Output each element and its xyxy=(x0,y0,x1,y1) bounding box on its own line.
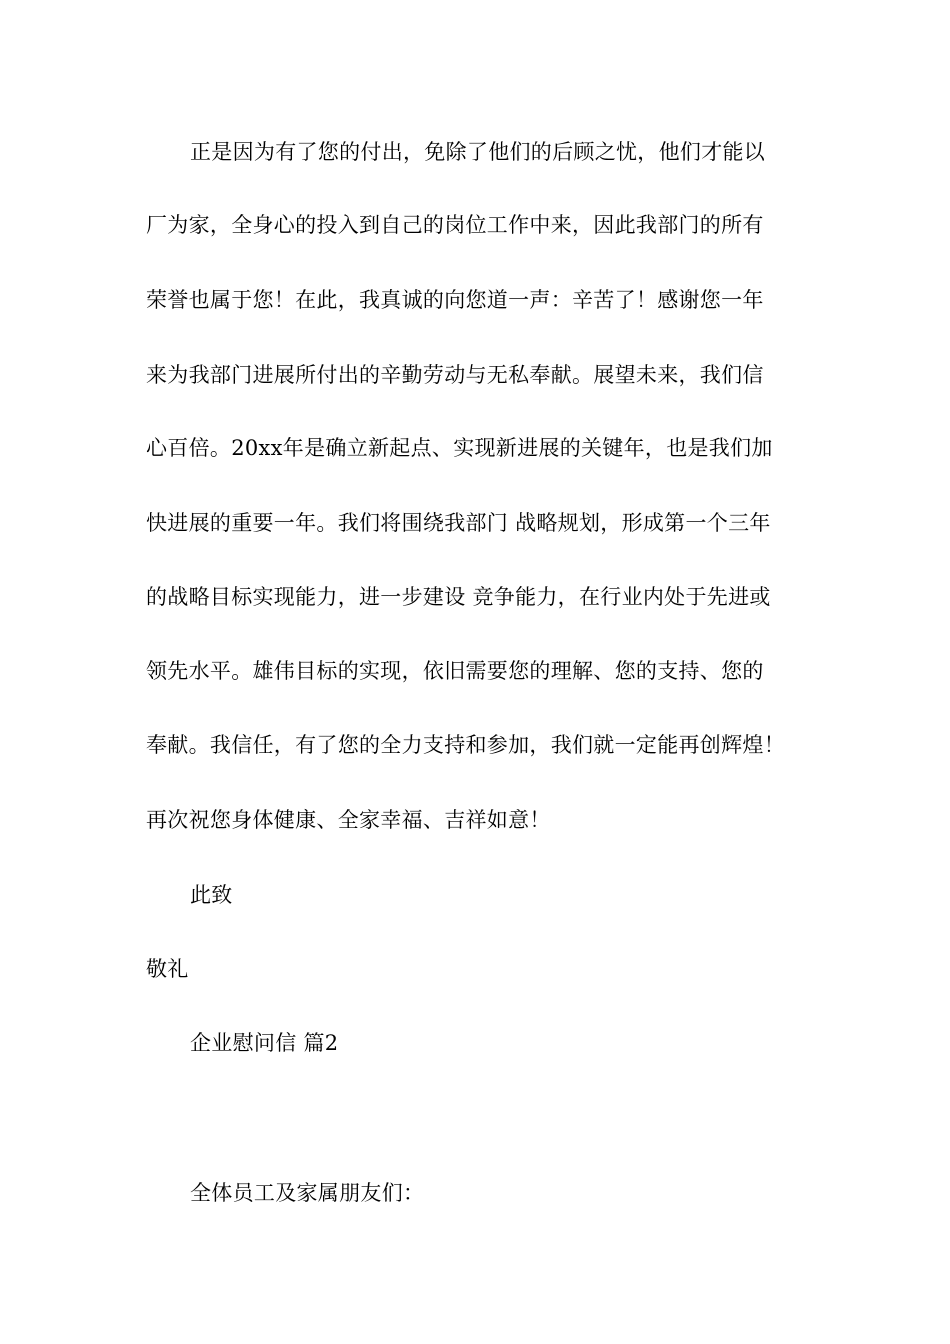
paragraph-line-3: 荣誉也属于您！在此，我真诚的向您道一声：辛苦了！感谢您一年 xyxy=(146,288,764,312)
paragraph-line-9: 奉献。我信任，有了您的全力支持和参加，我们就一定能再创辉煌！ xyxy=(146,733,785,757)
paragraph-line-1: 正是因为有了您的付出，免除了他们的后顾之忧，他们才能以 xyxy=(190,140,766,164)
paragraph-line-5: 心百倍。20xx年是确立新起点、实现新进展的关键年，也是我们加 xyxy=(146,436,773,460)
paragraph-line-8: 领先水平。雄伟目标的实现，依旧需要您的理解、您的支持、您的 xyxy=(146,659,764,683)
closing-text: 此致 xyxy=(190,883,233,907)
paragraph-line-10: 再次祝您身体健康、全家幸福、吉祥如意！ xyxy=(146,808,551,832)
salute-text: 敬礼 xyxy=(146,957,189,981)
paragraph-line-7: 的战略目标实现能力，进一步建设 竞争能力，在行业内处于先进或 xyxy=(146,585,771,609)
section-title: 企业慰问信 篇2 xyxy=(190,1031,339,1055)
greeting-text: 全体员工及家属朋友们： xyxy=(190,1181,425,1205)
paragraph-line-6: 快进展的重要一年。我们将围绕我部门 战略规划，形成第一个三年 xyxy=(146,511,771,535)
paragraph-line-2: 厂为家，全身心的投入到自己的岗位工作中来，因此我部门的所有 xyxy=(146,213,764,237)
paragraph-line-4: 来为我部门进展所付出的辛勤劳动与无私奉献。展望未来，我们信 xyxy=(146,363,764,387)
